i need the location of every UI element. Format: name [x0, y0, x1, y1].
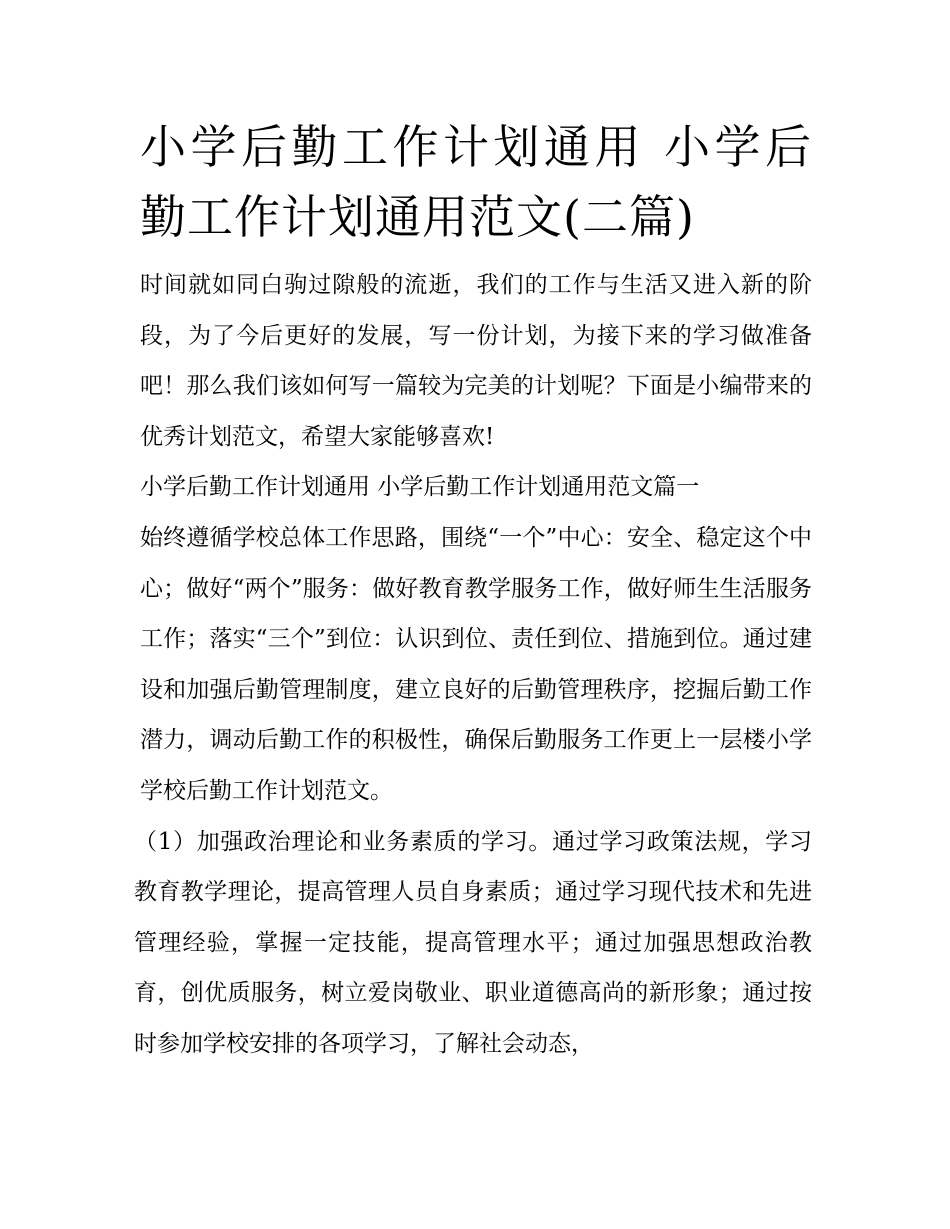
body-paragraph: 始终遵循学校总体工作思路，围绕“一个”中心：安全、稳定这个中心；做好“两个”服务：做好教育教学服务工作，做好师生生活服务工作；落实“三个”到位：认识到位、责任到位、措施到位。通过建设和加强后勤管理制度，建立良好的后勤管理秩序，挖掘后勤工作潜力，调动后勤工作的积极性，确保后勤服务工作更上一层楼小学学校后勤工作计划范文。: [140, 524, 812, 804]
intro-paragraph: 时间就如同白驹过隙般的流逝，我们的工作与生活又进入新的阶段，为了今后更好的发展，写一份计划，为接下来的学习做准备吧！那么我们该如何写一篇较为完美的计划呢？下面是小编带来的优秀计划范文，希望大家能够喜欢!: [140, 272, 812, 450]
body-paragraph-item-1: （1）加强政治理论和业务素质的学习。通过学习政策法规，学习教育教学理论，提高管理人员自身素质；通过学习现代技术和先进管理经验，掌握一定技能，提高管理水平；通过加强思想政治教育，创优质服务，树立爱岗敬业、职业道德高尚的新形象；通过按时参加学校安排的各项学习，了解社会动态，: [134, 828, 812, 1057]
document-page: [134, 112, 812, 1070]
section-heading: 小学后勤工作计划通用 小学后勤工作计划通用范文篇一: [140, 474, 700, 501]
document-title: 小学后勤工作计划通用 小学后勤工作计划通用范文(二篇): [140, 120, 812, 244]
